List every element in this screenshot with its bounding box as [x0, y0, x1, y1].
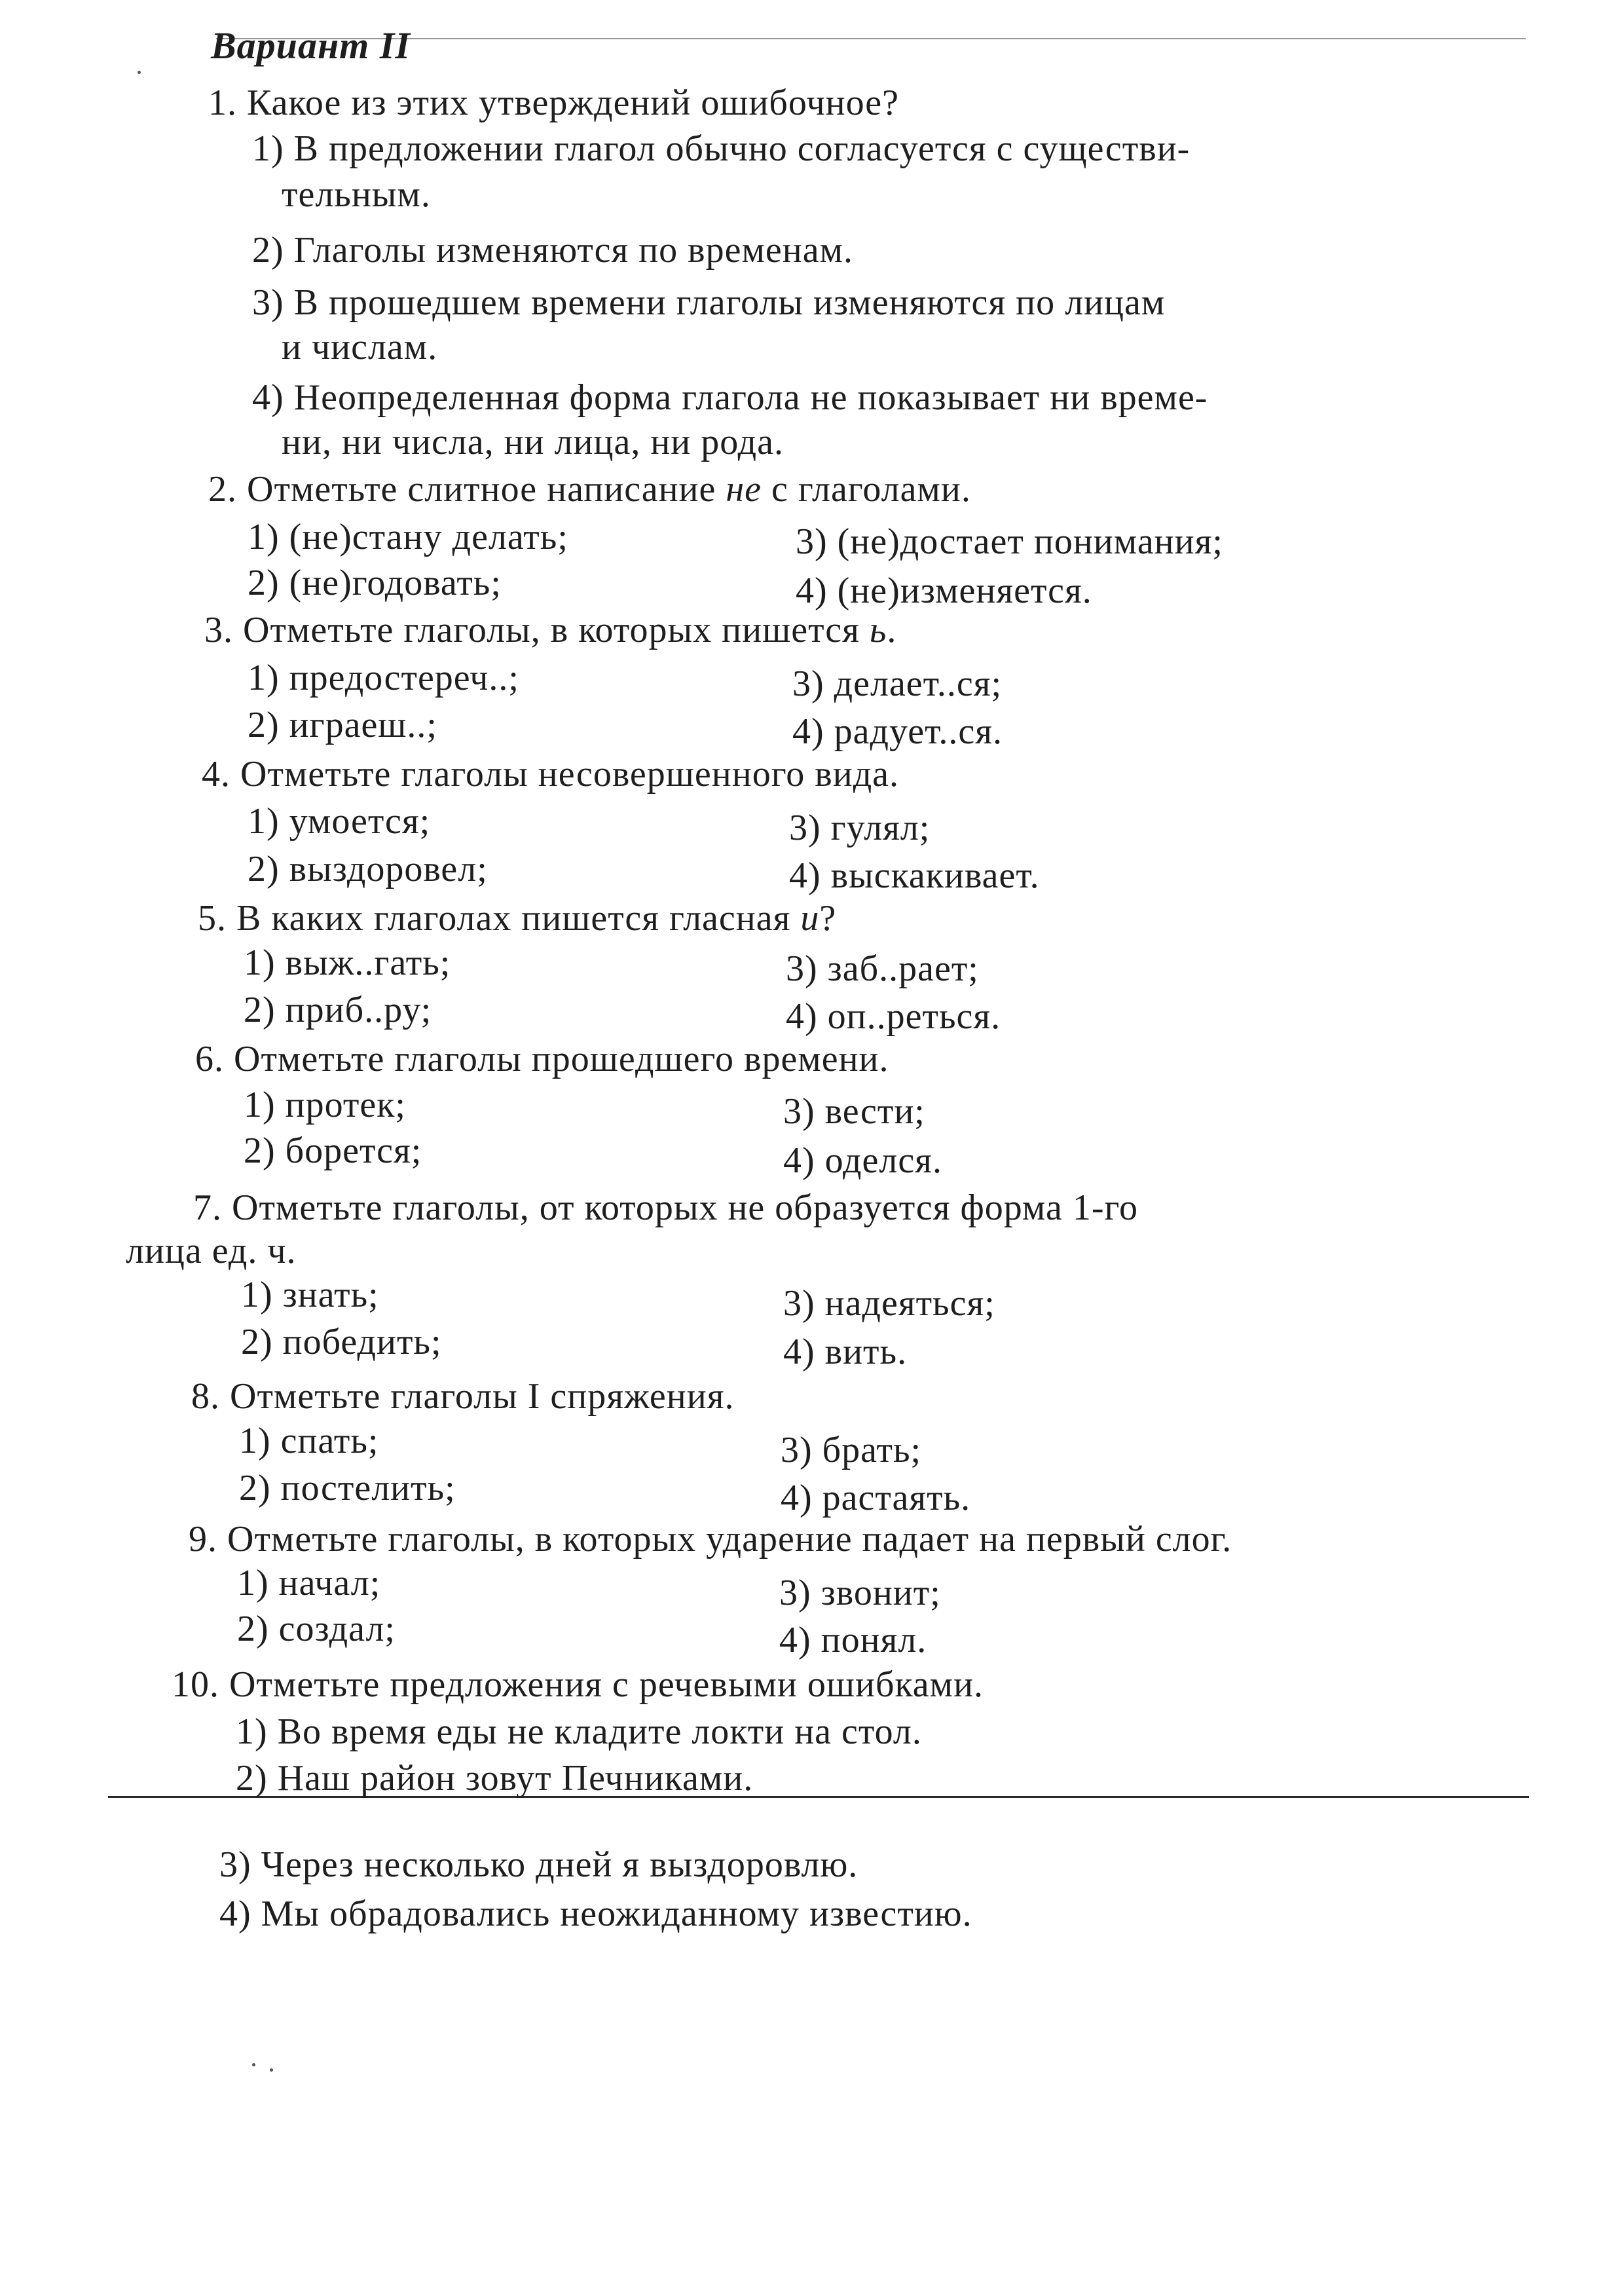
question-7	[193, 1187, 1138, 1229]
question-prompt-end: .	[887, 610, 897, 650]
q7-option-1: 1) знать;	[241, 1275, 379, 1315]
q8-option-1: 1) спать;	[239, 1421, 379, 1461]
q4-option-4: 4) выскакивает.	[789, 855, 1040, 896]
q9-option-1: 1) начал;	[237, 1563, 381, 1603]
question-number: 7.	[193, 1187, 222, 1228]
scan-speck	[252, 2063, 255, 2066]
q1-option-2: 2) Глаголы изменяются по временам.	[252, 230, 854, 271]
question-prompt-end: с глаголами.	[771, 469, 971, 510]
q1-option-3-cont: и числам.	[282, 327, 438, 367]
question-number: 8.	[191, 1376, 220, 1417]
q3-option-2: 2) играеш..;	[248, 705, 437, 745]
question-3	[204, 609, 896, 651]
q10-option-3: 3) Через несколько дней я выздоровлю.	[219, 1844, 858, 1885]
question-number: 3.	[204, 610, 233, 650]
question-prompt: Отметьте глаголы, от которых не образуется форма 1-го	[232, 1187, 1139, 1228]
question-8	[191, 1375, 734, 1417]
q1-option-1-cont: тельным.	[282, 174, 431, 215]
q2-option-2: 2) (не)годовать;	[248, 563, 502, 603]
question-4	[202, 753, 899, 795]
q3-option-3: 3) делает..ся;	[792, 663, 1003, 704]
q7-option-3: 3) надеяться;	[783, 1283, 995, 1324]
q1-option-3: 3) В прошедшем времени глаголы изменяются по лицам	[252, 282, 1166, 323]
question-prompt: Отметьте слитное написание	[247, 469, 716, 510]
question-number: 9.	[189, 1519, 217, 1559]
q6-option-3: 3) вести;	[783, 1091, 925, 1132]
question-5	[198, 897, 836, 939]
question-emphasis: и	[800, 898, 820, 939]
q7-option-4: 4) вить.	[783, 1332, 908, 1372]
q5-option-3: 3) заб..рает;	[786, 948, 979, 989]
question-10	[172, 1664, 984, 1706]
q6-option-2: 2) борется;	[244, 1130, 422, 1171]
q1-option-1: 1) В предложении глагол обычно согласуется с существи-	[252, 128, 1190, 169]
question-prompt-end: ?	[819, 898, 837, 939]
question-prompt: В каких глаголах пишется гласная	[236, 898, 791, 939]
q2-option-3: 3) (не)достает понимания;	[796, 521, 1223, 562]
q4-option-1: 1) умоется;	[248, 801, 431, 842]
scan-speck	[138, 71, 141, 74]
question-prompt: Отметьте глаголы прошедшего времени.	[234, 1039, 889, 1079]
q2-option-1: 1) (не)стану делать;	[248, 517, 568, 557]
q4-option-2: 2) выздоровел;	[248, 849, 488, 889]
question-emphasis: не	[726, 469, 762, 510]
variant-title: Вариант II	[211, 24, 411, 67]
question-7-cont: лица ед. ч.	[126, 1231, 297, 1271]
question-6	[195, 1038, 889, 1080]
top-scan-line	[216, 38, 1526, 39]
question-number: 1.	[208, 83, 237, 123]
question-prompt: Отметьте глаголы, в которых пишется	[243, 610, 860, 650]
q10-option-4: 4) Мы обрадовались неожиданному известию.	[219, 1894, 972, 1934]
q10-option-2: 2) Наш район зовут Печниками.	[236, 1758, 754, 1799]
q1-option-4-cont: ни, ни числа, ни лица, ни рода.	[282, 422, 784, 462]
question-number: 5.	[198, 898, 227, 939]
q5-option-1: 1) выж..гать;	[244, 942, 451, 983]
q7-option-2: 2) победить;	[241, 1322, 442, 1362]
question-emphasis: ь	[869, 610, 887, 650]
question-1	[208, 82, 899, 124]
q9-option-2: 2) создал;	[237, 1609, 396, 1649]
q5-option-4: 4) оп..реться.	[786, 996, 1001, 1037]
q8-option-4: 4) растаять.	[781, 1478, 971, 1518]
question-number: 10.	[172, 1664, 219, 1705]
q1-option-4: 4) Неопределенная форма глагола не показывает ни време-	[252, 377, 1208, 418]
scan-speck	[270, 2068, 273, 2072]
q3-option-4: 4) радует..ся.	[792, 711, 1003, 752]
q9-option-4: 4) понял.	[779, 1620, 927, 1660]
question-2	[208, 468, 971, 510]
q8-option-3: 3) брать;	[781, 1430, 922, 1470]
q4-option-3: 3) гулял;	[789, 808, 931, 848]
question-number: 6.	[195, 1039, 224, 1079]
question-prompt: Отметьте глаголы, в которых ударение падает на первый слог.	[227, 1519, 1232, 1559]
q10-option-1: 1) Во время еды не кладите локти на стол.	[236, 1711, 922, 1752]
question-number: 2.	[208, 469, 237, 510]
question-9	[189, 1518, 1232, 1560]
question-prompt: Отметьте глаголы несовершенного вида.	[240, 754, 900, 794]
q3-option-1: 1) предостереч..;	[248, 658, 519, 698]
q9-option-3: 3) звонит;	[779, 1573, 941, 1613]
q6-option-1: 1) протек;	[244, 1085, 406, 1125]
question-prompt: Какое из этих утверждений ошибочное?	[247, 83, 899, 123]
q2-option-4: 4) (не)изменяется.	[796, 570, 1092, 611]
q5-option-2: 2) приб..ру;	[244, 990, 432, 1030]
question-number: 4.	[202, 754, 231, 794]
q6-option-4: 4) оделся.	[783, 1140, 942, 1181]
q8-option-2: 2) постелить;	[239, 1468, 456, 1508]
question-prompt: Отметьте предложения с речевыми ошибками.	[229, 1664, 984, 1705]
question-prompt: Отметьте глаголы I спряжения.	[230, 1376, 735, 1417]
